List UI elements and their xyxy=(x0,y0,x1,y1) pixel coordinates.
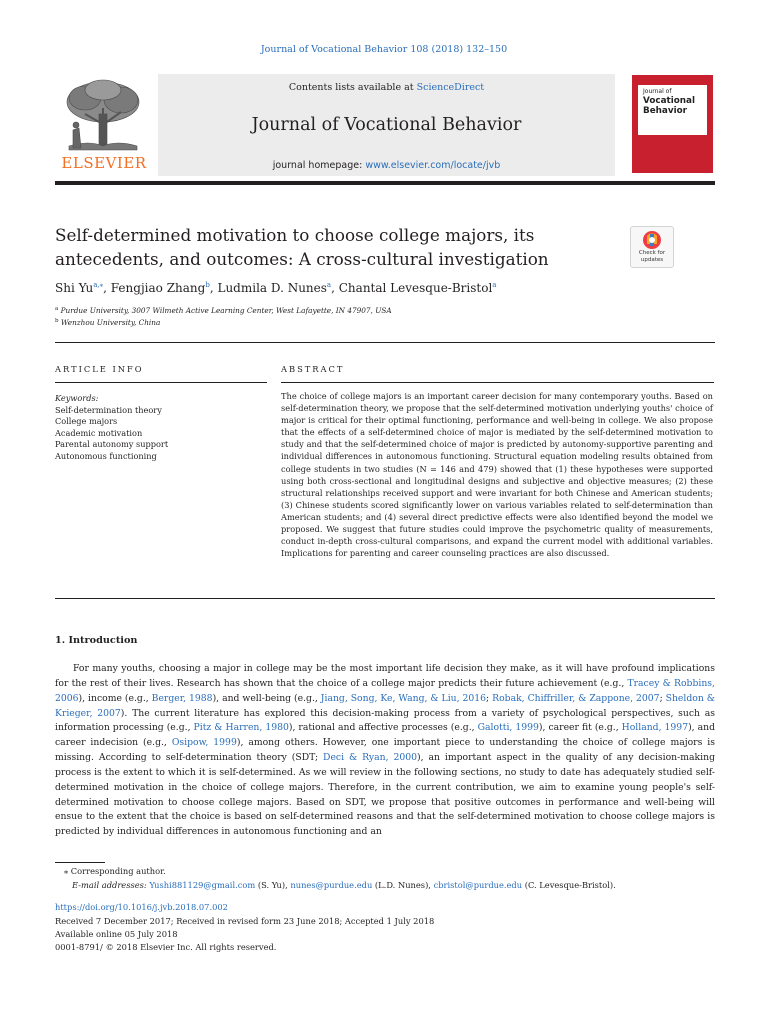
abstract-heading: ABSTRACT xyxy=(281,364,345,374)
email-link[interactable]: cbristol@purdue.edu xyxy=(433,880,523,890)
author[interactable]: Ludmila D. Nunes xyxy=(217,281,327,295)
email-owner: (C. Levesque-Bristol). xyxy=(522,880,616,890)
email-link[interactable]: Yushi881129@gmail.com xyxy=(149,880,256,890)
introduction-heading: 1. Introduction xyxy=(55,635,138,646)
check-updates-line2: updates xyxy=(640,256,664,263)
intro-text: ), and well-being (e.g., xyxy=(212,692,321,704)
affiliation-mark: b xyxy=(55,318,59,324)
corresponding-author-note xyxy=(64,866,166,876)
crossmark-icon xyxy=(642,230,662,250)
intro-text: ), career fit (e.g., xyxy=(538,722,622,734)
keyword-item: Parental autonomy support xyxy=(55,439,169,450)
abstract-body: The choice of college majors is an important career decision for many contemporary youths. Based on self-determination theory, we propose that the self-determined motivation underlying youths' choice of major is critical for their optimal functioning, performance and well-being in college. We also propose that the effects of a self-determined choice of major is mediated by the self-determined motivation to study and that the self-determined choice of major is predicted by autonomy-supportive parenting and individual differences in autonomous functioning. Structural equation modeling results obtained from college students in two studies (N = 146 and 479) showed that (1) these hypotheses were supported using both cross-sectional and longitudinal designs and subjective and objective measures; (2) these structural relationships received support and were invariant for both Chinese and American students; (3) Chinese students scored significantly lower on various variables related to self-determination than American students; and (4) several direct predictive effects were also identified beyond the model we proposed. We suggest that future studies could improve the psychometric quality of measurements, conduct in-depth cross-cultural comparisons, and expand the current model with additional variables. Implications for parenting and career counseling practices are also discussed. xyxy=(281,391,713,559)
masthead-rule xyxy=(55,181,715,185)
corresponding-mark: ⁎ xyxy=(64,866,69,876)
article-title-line1: Self-determined motivation to choose college majors, its xyxy=(55,225,535,245)
keywords-block xyxy=(55,393,265,463)
keyword-item: Academic motivation xyxy=(55,427,143,438)
check-for-updates-button[interactable] xyxy=(630,226,674,268)
elsevier-wordmark: ELSEVIER xyxy=(61,154,147,172)
affiliation-text: Wenzhou University, China xyxy=(60,318,161,327)
author-affiliation-mark[interactable]: a xyxy=(492,281,497,289)
masthead xyxy=(55,74,715,178)
email-link[interactable]: nunes@purdue.edu xyxy=(290,880,373,890)
journal-citation[interactable]: Journal of Vocational Behavior 108 (2018) 132–150 xyxy=(260,44,508,55)
article-info-divider xyxy=(55,382,267,383)
cover-small-text: Journal of xyxy=(643,88,672,95)
intro-text: ; xyxy=(659,692,666,704)
intro-text: ), an important aspect in the quality of any decision-making process is the extent to which it is self-determined. As we will review in the following sections, no study to date has adequately studied self-determined motivation in the choice of college majors. Therefore, in the current contribution, we aim to examine young people's self-determined motivation to choose college majors. Based on SDT, we propose that positive outcomes in performance and well-being will ensue to the extent that the choice is based on self-determined reasons and that the self-determined motivation to choose college majors is predicted by individual differences in autonomous functioning and an xyxy=(55,752,715,838)
tree-icon xyxy=(59,78,147,154)
affiliation xyxy=(55,306,695,315)
citation-link[interactable]: Deci & Ryan, 2000 xyxy=(323,752,418,764)
homepage-link[interactable]: www.elsevier.com/locate/jvb xyxy=(365,160,501,171)
keyword-item: Self-determination theory xyxy=(55,404,162,415)
citation-link[interactable]: Tracey & Robbins, 2006 xyxy=(55,677,715,704)
journal-cover-thumbnail[interactable] xyxy=(632,75,713,173)
author[interactable]: Fengjiao Zhang xyxy=(110,281,206,295)
article-info-heading: ARTICLE INFO xyxy=(55,364,144,374)
introduction-body xyxy=(55,662,715,840)
abstract-divider xyxy=(281,382,714,383)
journal-title: Journal of Vocational Behavior xyxy=(251,115,522,135)
copyright-notice: 0001-8791/ © 2018 Elsevier Inc. All rights reserved. xyxy=(55,942,277,952)
section-divider xyxy=(55,342,715,343)
homepage-prefix: journal homepage: xyxy=(272,160,366,171)
citation-link[interactable]: Robak, Chiffriller, & Zappone, 2007 xyxy=(492,692,660,704)
check-updates-label xyxy=(631,250,673,263)
cover-title-panel xyxy=(638,85,707,135)
citation-link[interactable]: Pitz & Harren, 1980 xyxy=(193,722,289,734)
footnote-divider xyxy=(55,862,105,863)
author-separator: , xyxy=(209,281,218,295)
author[interactable]: Shi Yu xyxy=(55,281,94,295)
intro-text: For many youths, choosing a major in college may be the most important life decision they make, as it will have profound implications for the rest of their lives. Research has shown that the choice of a college major predicts their future achievement (e.g., xyxy=(55,663,715,689)
author[interactable]: Chantal Levesque-Bristol xyxy=(338,281,493,295)
doi-link[interactable]: https://doi.org/10.1016/j.jvb.2018.07.002 xyxy=(55,902,228,912)
citation-link[interactable]: Jiang, Song, Ke, Wang, & Liu, 2016 xyxy=(320,692,487,704)
author-separator: , xyxy=(103,281,111,295)
email-label: E-mail addresses: xyxy=(72,880,147,890)
affiliation xyxy=(55,318,695,327)
intro-text: ), income (e.g., xyxy=(78,692,152,704)
affiliation-mark: a xyxy=(55,306,59,312)
received-dates: Received 7 December 2017; Received in revised form 23 June 2018; Accepted 1 July 2018 xyxy=(55,916,435,926)
intro-text: ; xyxy=(486,692,493,704)
available-online-date: Available online 05 July 2018 xyxy=(55,929,178,939)
intro-text: ), and career indecision (e.g., xyxy=(55,722,716,749)
contents-line xyxy=(158,82,615,93)
author-affiliation-mark[interactable]: b xyxy=(205,281,210,289)
elsevier-logo[interactable] xyxy=(55,74,155,174)
homepage-line xyxy=(158,160,615,171)
cover-title-line1: Vocational xyxy=(643,96,695,106)
intro-text: ), among others. However, one important piece to understanding the choice of college majors is missing. According to self-determination theory (SDT; xyxy=(55,737,715,764)
cover-title xyxy=(643,96,695,116)
contents-prefix: Contents lists available at xyxy=(288,82,417,93)
keyword-item: College majors xyxy=(55,416,118,427)
keywords-label: Keywords: xyxy=(55,393,99,403)
sciencedirect-link[interactable]: ScienceDirect xyxy=(416,82,485,93)
affiliation-text: Purdue University, 3007 Wilmeth Active Learning Center, West Lafayette, IN 47907, USA xyxy=(60,306,392,315)
check-updates-line1: Check for xyxy=(638,250,666,256)
citation-link[interactable]: Sheldon & Krieger, 2007 xyxy=(55,692,715,719)
author-affiliation-mark[interactable]: a xyxy=(326,281,332,289)
corresponding-text: Corresponding author. xyxy=(70,866,166,876)
author-affiliation-mark[interactable]: a,⁎ xyxy=(93,281,104,289)
abstract-end-divider xyxy=(55,598,715,599)
keyword-item: Autonomous functioning xyxy=(55,450,157,461)
email-addresses xyxy=(72,880,616,890)
intro-text: ), rational and affective processes (e.g., xyxy=(288,722,478,734)
author-separator: , xyxy=(331,281,339,295)
citation-link[interactable]: Holland, 1997 xyxy=(621,722,689,734)
email-owner: (L.D. Nunes), xyxy=(372,880,434,890)
author-list xyxy=(55,281,695,295)
citation-link[interactable]: Galotti, 1999 xyxy=(477,722,539,734)
email-owner: (S. Yu), xyxy=(255,880,291,890)
citation-link[interactable]: Osipow, 1999 xyxy=(171,737,237,749)
masthead-band xyxy=(158,74,615,176)
cover-title-line2: Behavior xyxy=(643,106,688,116)
article-title-line2: antecedents, and outcomes: A cross-cultural investigation xyxy=(55,248,549,269)
article-title xyxy=(55,224,595,271)
intro-text: ). The current literature has explored this decision-making process from a variety of psychological perspectives, such as information processing (e.g., xyxy=(55,707,715,734)
citation-link[interactable]: Berger, 1988 xyxy=(151,692,213,704)
